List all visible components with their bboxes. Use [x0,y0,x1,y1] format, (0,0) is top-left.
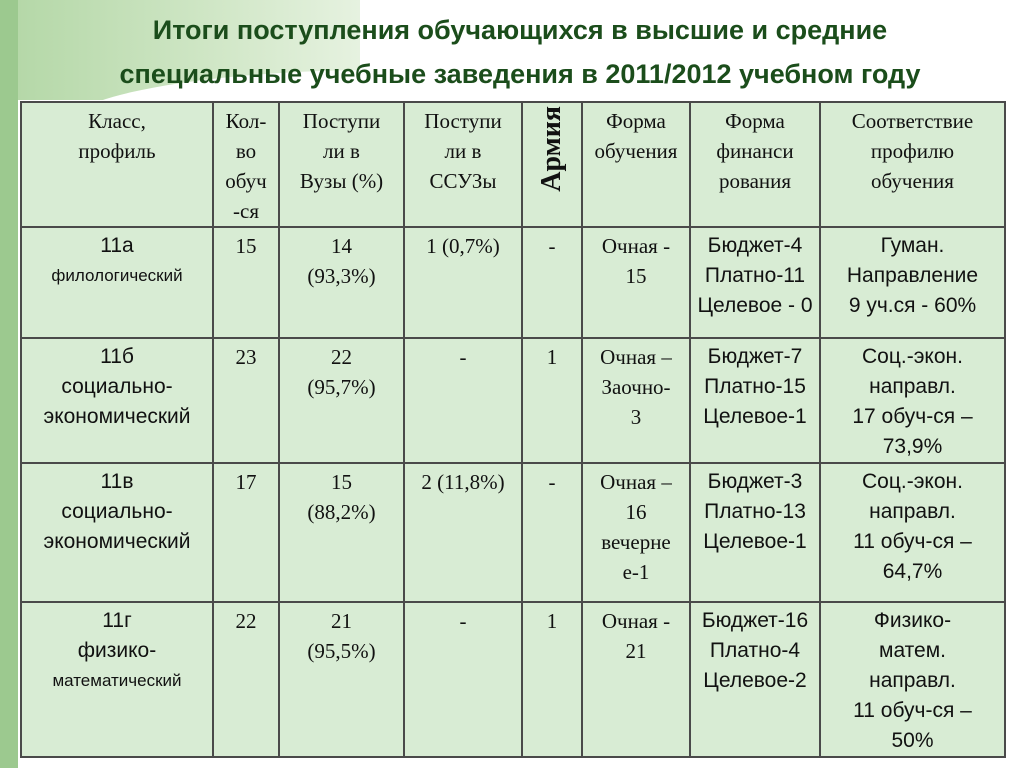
cell-profile: Соц.-экон. направл. 17 обуч-ся – 73,9% [820,338,1005,463]
cell-form: Очная - 21 [582,602,690,757]
cell-class: 11б социально- экономический [21,338,213,463]
cell-form: Очная – Заочно- 3 [582,338,690,463]
cell-ssuz: 2 (11,8%) [404,463,522,602]
cell-army: 1 [522,338,582,463]
cell-class: 11а филологический [21,227,213,338]
admission-results-table [20,101,1006,758]
title-line-1: Итоги поступления обучающихся в высшие и средние [152,15,888,45]
cell-class: 11в социально- экономический [21,463,213,602]
cell-count: 15 [213,227,279,338]
page-title [20,8,1020,96]
side-decoration [0,0,18,768]
cell-ssuz: 1 (0,7%) [404,227,522,338]
header-form: Форма обучения [582,102,690,227]
header-finance: Форма финанси рования [690,102,820,227]
cell-finance: Бюджет-16 Платно-4 Целевое-2 [690,602,820,757]
cell-finance: Бюджет-7 Платно-15 Целевое-1 [690,338,820,463]
cell-ssuz: - [404,602,522,757]
cell-form: Очная - 15 [582,227,690,338]
table-row [21,602,1005,757]
cell-profile: Физико- матем. направл. 11 обуч-ся – 50% [820,602,1005,757]
table-row [21,227,1005,338]
cell-vuz: 21 (95,5%) [279,602,404,757]
table-header-row [21,102,1005,227]
table-row [21,463,1005,602]
cell-profile: Гуман. Направление 9 уч.ся - 60% [820,227,1005,338]
cell-class: 11г физико- математический [21,602,213,757]
cell-form: Очная – 16 вечерне е-1 [582,463,690,602]
title-line-2: специальные учебные заведения в 2011/2012 учебном году [119,59,921,89]
cell-army: - [522,227,582,338]
cell-vuz: 22 (95,7%) [279,338,404,463]
cell-army: - [522,463,582,602]
header-count: Кол- во обуч -ся [213,102,279,227]
cell-count: 17 [213,463,279,602]
cell-finance: Бюджет-3 Платно-13 Целевое-1 [690,463,820,602]
cell-ssuz: - [404,338,522,463]
header-class: Класс, профиль [21,102,213,227]
cell-count: 23 [213,338,279,463]
cell-vuz: 15 (88,2%) [279,463,404,602]
header-vuz: Поступи ли в Вузы (%) [279,102,404,227]
header-profile: Соответствие профилю обучения [820,102,1005,227]
header-ssuz: Поступи ли в ССУЗы [404,102,522,227]
cell-profile: Соц.-экон. направл. 11 обуч-ся – 64,7% [820,463,1005,602]
header-army: Армия [522,102,582,227]
cell-finance: Бюджет-4 Платно-11 Целевое - 0 [690,227,820,338]
table-row [21,338,1005,463]
cell-army: 1 [522,602,582,757]
cell-count: 22 [213,602,279,757]
cell-vuz: 14 (93,3%) [279,227,404,338]
